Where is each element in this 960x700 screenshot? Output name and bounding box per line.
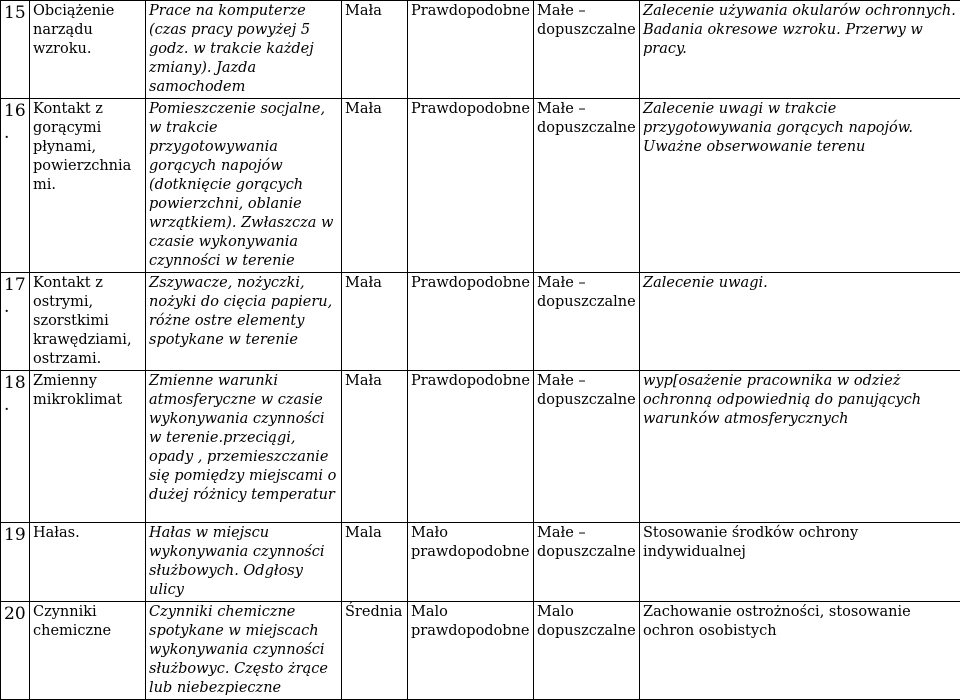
table-row [1, 523, 960, 602]
source-cell: Prace na komputerze (czas pracy powyżej 5 godz. w trakcie każdej zmiany). Jazda samochodem [146, 1, 342, 99]
source-cell: Hałas w miejscu wykonywania czynności służbowych. Odgłosy ulicy [146, 523, 342, 602]
risk-cell: Małe – dopuszczalne [534, 273, 640, 371]
table-row [1, 99, 960, 273]
source-cell: Czynniki chemiczne spotykane w miejscach wykonywania czynności służbowyc. Często żrące lub niebezpieczne [146, 602, 342, 700]
hazard-cell: Kontakt z ostrymi, szorstkimi krawędziami, ostrzami. [30, 273, 146, 371]
hazard-cell: Zmienny mikroklimat [30, 371, 146, 523]
source-cell: Pomieszczenie socjalne, w trakcie przygotowywania gorących napojów (dotknięcie gorących powierzchni, oblanie wrzątkiem). Zwłaszcza w czasie wykonywania czynności w terenie [146, 99, 342, 273]
probability-cell: Prawdopodobne [408, 371, 534, 523]
severity-cell: Średnia [342, 602, 408, 700]
hazard-cell: Czynniki chemiczne [30, 602, 146, 700]
probability-cell: Mało prawdopodobne [408, 523, 534, 602]
row-number: 20 [1, 602, 30, 700]
row-number: 16. [1, 99, 30, 273]
probability-cell: Prawdopodobne [408, 99, 534, 273]
risk-cell: Małe – dopuszczalne [534, 523, 640, 602]
table-row [1, 1, 960, 99]
risk-cell: Małe – dopuszczalne [534, 99, 640, 273]
hazard-cell: Obciążenie narządu wzroku. [30, 1, 146, 99]
recommendation-cell: Zalecenie uwagi. [640, 273, 960, 371]
source-cell: Zmienne warunki atmosferyczne w czasie wykonywania czynności w terenie.przeciągi, opady , przemieszczanie się pomiędzy miejscami o dużej różnicy temperatur [146, 371, 342, 523]
severity-cell: Mala [342, 523, 408, 602]
table-row [1, 273, 960, 371]
severity-cell: Mała [342, 99, 408, 273]
hazard-cell: Kontakt z gorącymi płynami, powierzchniami. [30, 99, 146, 273]
row-number: 19 [1, 523, 30, 602]
severity-cell: Mała [342, 273, 408, 371]
source-cell: Zszywacze, nożyczki, nożyki do cięcia papieru, różne ostre elementy spotykane w terenie [146, 273, 342, 371]
recommendation-cell: Zalecenie uwagi w trakcie przygotowywania gorących napojów. Uważne obserwowanie terenu [640, 99, 960, 273]
risk-cell: Malo dopuszczalne [534, 602, 640, 700]
row-number: 18. [1, 371, 30, 523]
probability-cell: Prawdopodobne [408, 273, 534, 371]
risk-cell: Małe – dopuszczalne [534, 371, 640, 523]
severity-cell: Mała [342, 371, 408, 523]
hazard-cell: Hałas. [30, 523, 146, 602]
table-row [1, 602, 960, 700]
recommendation-cell: Zachowanie ostrożności, stosowanie ochron osobistych [640, 602, 960, 700]
recommendation-cell: wyp[osażenie pracownika w odzież ochronną odpowiednią do panujących warunków atmosferycznych [640, 371, 960, 523]
probability-cell: Malo prawdopodobne [408, 602, 534, 700]
row-number: 15 [1, 1, 30, 99]
recommendation-cell: Zalecenie używania okularów ochronnych. Badania okresowe wzroku. Przerwy w pracy. [640, 1, 960, 99]
row-number: 17. [1, 273, 30, 371]
recommendation-cell: Stosowanie środków ochrony indywidualnej [640, 523, 960, 602]
table-row [1, 371, 960, 523]
severity-cell: Mała [342, 1, 408, 99]
probability-cell: Prawdopodobne [408, 1, 534, 99]
risk-cell: Małe – dopuszczalne [534, 1, 640, 99]
